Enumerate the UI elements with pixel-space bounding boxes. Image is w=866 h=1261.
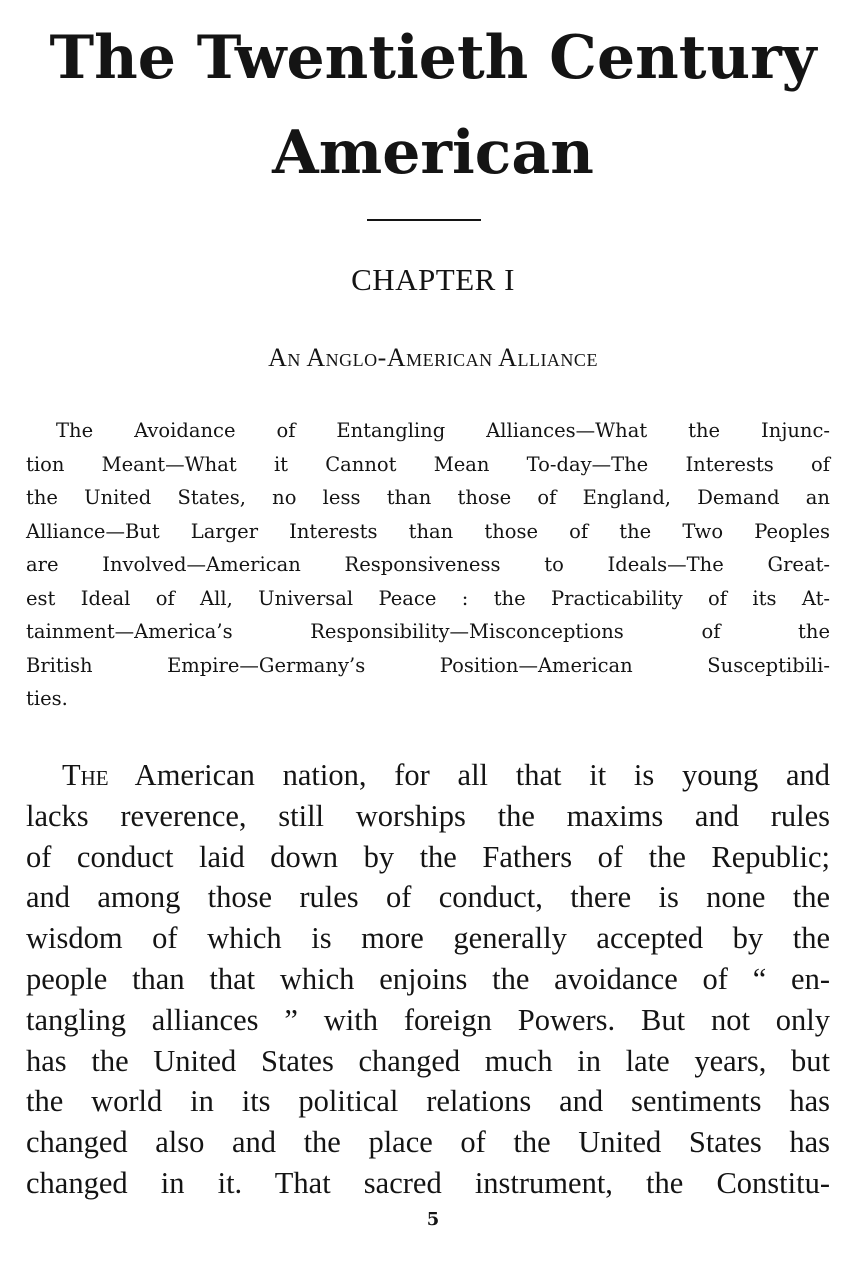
drop-word: The [62,758,109,792]
body-line: wisdom of which is more generally accepted by the [26,921,830,956]
title-divider [367,219,481,221]
summary-line: British Empire—Germany’s Position—American Susceptibili- [26,653,830,677]
body-line: lacks reverence, still worships the maxims and rules [26,798,830,833]
body-line: tangling alliances ” with foreign Powers. But not only [26,1002,830,1037]
book-title-line-2: American [272,118,594,188]
summary-line: The Avoidance of Entangling Alliances—What the Injunc- [56,419,830,442]
body-line: has the United States changed much in late years, but [26,1043,830,1078]
chapter-heading: CHAPTER I [351,262,515,297]
body-line: changed also and the place of the United States has [26,1125,830,1160]
summary-line: Alliance—But Larger Interests than those of the Two Peoples [26,519,830,543]
body-line: people than that which enjoins the avoidance of “ en- [26,961,830,996]
summary-line: ties. [26,687,68,710]
body-line: the world in its political relations and sentiments has [26,1084,830,1119]
body-line: and among those rules of conduct, there is none the [26,880,830,915]
body-line-first-rest: American nation, for all that it is young and [108,758,830,792]
body-line: changed in it. That sacred instrument, the Constitu- [26,1165,830,1200]
page-number: 5 [426,1209,440,1230]
body-line: of conduct laid down by the Fathers of the Republic; [26,839,830,874]
chapter-summary [26,414,830,716]
summary-line: tainment—America’s Responsibility—Misconceptions of the [26,620,830,643]
summary-line: the United States, no less than those of England, Demand an [26,486,830,509]
summary-line: are Involved—American Responsiveness to Ideals—The Great- [26,553,830,576]
summary-line: est Ideal of All, Universal Peace : the Practicability of its At- [26,586,830,610]
book-title-line-1: The Twentieth Century [49,23,817,93]
body-line-first [26,755,830,796]
body-paragraph [26,755,830,1204]
summary-line: tion Meant—What it Cannot Mean To-day—The Interests of [26,452,830,476]
chapter-subtitle: An Anglo-American Alliance [268,343,598,372]
